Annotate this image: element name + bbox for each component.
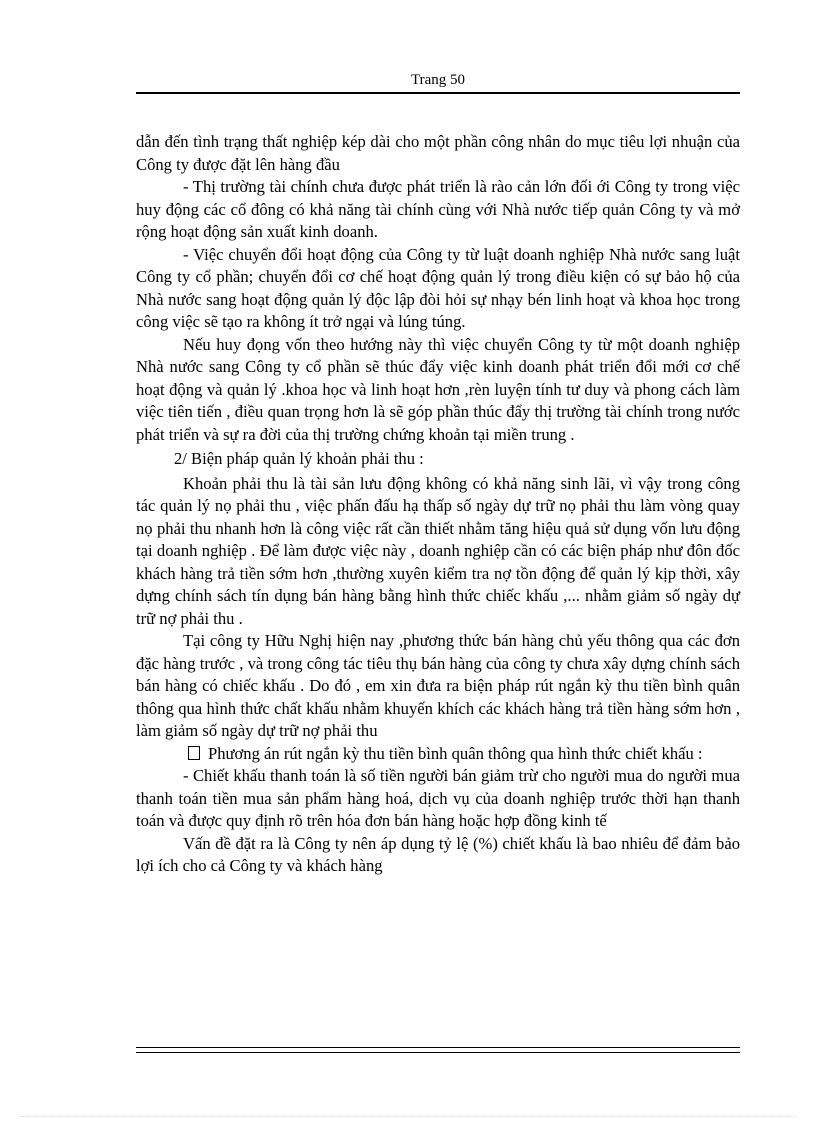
paragraph-payment-discount: - Chiết khấu thanh toán là số tiền người bán giảm trừ cho người mua do người mua thanh toán tiền mua sản phẩm hàng hoá, dịch vụ của doanh nghiệp trước thời hạn thanh toán và được quy định rõ trên hóa đơn bán hàng hoặc hợp đồng kinh tế [136, 766, 740, 830]
page-header [136, 70, 740, 94]
paragraph-continuation: dẫn đến tình trạng thất nghiệp kép dài cho một phần công nhân do mục tiêu lợi nhuận của Công ty được đặt lên hàng đầu [136, 132, 740, 174]
document-body [136, 131, 740, 878]
checkbox-bullet-icon [188, 746, 200, 760]
paragraph-financial-market: - Thị trường tài chính chưa được phát triển là rào cản lớn đối ới Công ty trong việc huy động các cổ đông có khả năng tài chính cùng với Nhà nước tiếp quản Công ty và mở rộng hoạt động sản xuất kinh doanh. [136, 177, 740, 241]
paragraph-receivables: Khoản phải thu là tài sản lưu động không có khả năng sinh lãi, vì vậy trong công tác quản lý nọ phải thu , việc phấn đấu hạ thấp số ngày dự trữ nọ phải thu làm vòng quay nọ phải thu nhanh hơn là công việc rất cần thiết nhằm tăng hiệu quả sử dụng vốn lưu động tại doanh nghiệp . Để làm được việc này , doanh nghiệp cần có các biện pháp như đôn đốc khách hàng trả tiền sớm hơn ,thường xuyên kiểm tra nợ tồn động để quản lý kịp thời, xây dựng chính sách tín dụng bán hàng bằng hình thức chiếc khấu ,... nhằm giảm số ngày dự trữ nợ phải thu . [136, 473, 740, 628]
bullet-item-discount-plan [136, 743, 740, 766]
paragraph-huu-nghi: Tại công ty Hữu Nghị hiện nay ,phương thức bán hàng chủ yếu thông qua các đơn đặc hàng trước , và trong công tác tiêu thụ bán hàng của công ty chưa xây dựng chính sách bán hàng có chiếc khấu . Do đó , em xin đưa ra biện pháp rút ngắn kỳ thu tiền bình quân thông qua hình thức chất khấu nhằm khuyến khích các khách hàng trả tiền hàng sớm hơn , làm giảm số ngày dự trữ nợ phải thu [136, 631, 740, 740]
section-heading-receivables: 2/ Biện pháp quản lý khoản phải thu : [174, 449, 424, 468]
page-number-label: Trang 50 [410, 72, 466, 88]
paragraph-discount-rate: Vấn đề đặt ra là Công ty nên áp dụng tỷ lệ (%) chiết khấu là bao nhiêu để đảm bảo lợi ích cho cả Công ty và khách hàng [136, 833, 740, 875]
bullet-text: Phương án rút ngắn kỳ thu tiền bình quân thông qua hình thức chiết khấu : [208, 743, 703, 763]
paragraph-conversion: - Việc chuyển đổi hoạt động của Công ty từ luật doanh nghiệp Nhà nước sang luật Công ty cổ phần; chuyển đổi cơ chế hoạt động quản lý trong điều kiện có sự bảo hộ của Nhà nước sang hoạt động quản lý độc lập đòi hỏi sự nhạy bén linh hoạt và khoa học trong công việc sẽ tạo ra không ít trở ngại và lúng túng. [136, 244, 740, 331]
page-bottom-edge [20, 1116, 796, 1117]
footer-double-rule [136, 1047, 740, 1053]
paragraph-capital-raising: Nếu huy đọng vốn theo hướng này thì việc chuyển Công ty từ một doanh nghiệp Nhà nước sang Công ty cổ phần sẽ thúc đẩy việc kinh doanh phát triển đổi mới cơ chế hoạt động và quản lý .khoa học và linh hoạt hơn ,rèn luyện tính tư duy và phong cách làm việc tiên tiến , điều quan trọng hơn là sẽ góp phần thúc đẩy thị trường tài chính trong nước phát triển và sự ra đời của thị trường chứng khoản tại miền trung . [136, 334, 740, 444]
